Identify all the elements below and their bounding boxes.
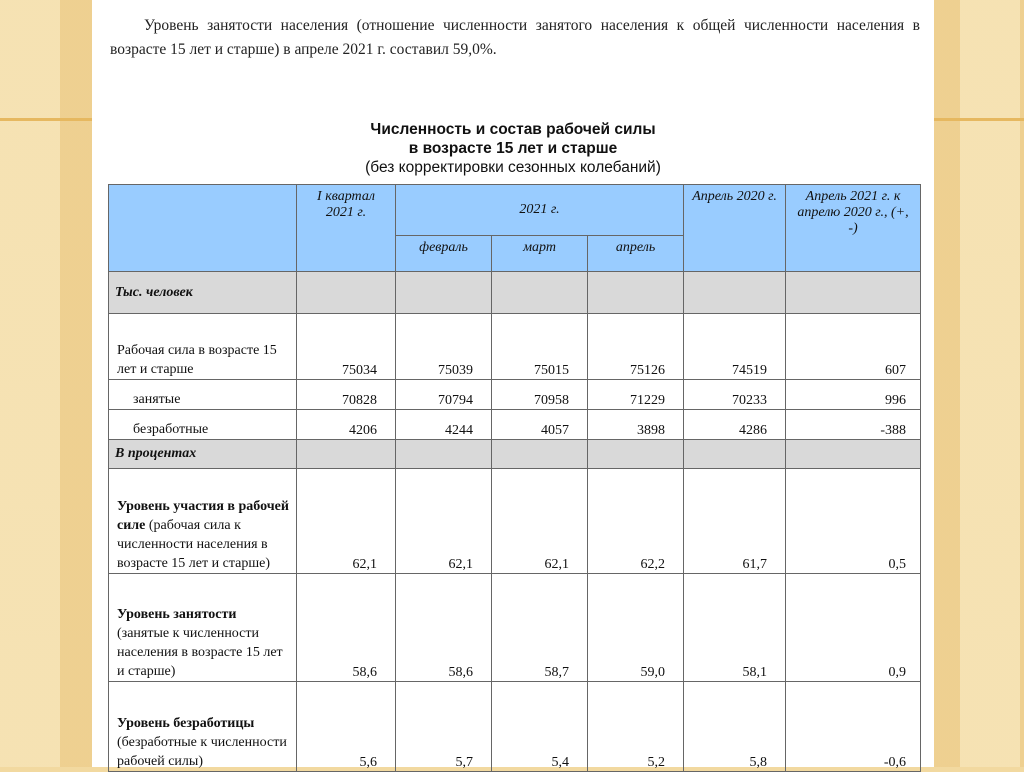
cell: 75034 bbox=[297, 314, 396, 380]
cell: 59,0 bbox=[588, 574, 684, 682]
cell: 3898 bbox=[588, 410, 684, 440]
cell: -388 bbox=[786, 410, 921, 440]
cell: -0,6 bbox=[786, 682, 921, 772]
cell: 61,7 bbox=[684, 469, 786, 574]
header-apr: апрель bbox=[588, 236, 684, 272]
row-label-labor-force: Рабочая сила в возрасте 15 лет и старше bbox=[109, 314, 297, 380]
cell: 5,8 bbox=[684, 682, 786, 772]
cell: 5,4 bbox=[492, 682, 588, 772]
cell: 62,1 bbox=[297, 469, 396, 574]
cell: 5,6 bbox=[297, 682, 396, 772]
cell: 5,2 bbox=[588, 682, 684, 772]
cell: 58,1 bbox=[684, 574, 786, 682]
row-label-unemployment-rate bbox=[109, 682, 297, 772]
row-label-employed: занятые bbox=[109, 380, 297, 410]
cell: 62,1 bbox=[396, 469, 492, 574]
row-label-bold: Уровень занятости bbox=[117, 607, 237, 622]
cell: 996 bbox=[786, 380, 921, 410]
cell: 75126 bbox=[588, 314, 684, 380]
header-2021: 2021 г. bbox=[396, 185, 684, 236]
row-label-rest: (рабочая сила к численности населения в возрасте 15 лет и старше) bbox=[117, 518, 270, 571]
labor-force-table bbox=[108, 184, 921, 772]
cell: 62,2 bbox=[588, 469, 684, 574]
title-line-3: (без корректировки сезонных колебаний) bbox=[365, 159, 661, 176]
table-row bbox=[109, 380, 921, 410]
header-diff: Апрель 2021 г. к апрелю 2020 г., (+, -) bbox=[786, 185, 921, 272]
cell: 5,7 bbox=[396, 682, 492, 772]
header-corner bbox=[109, 185, 297, 272]
row-label-bold: Уровень участия в рабочей силе bbox=[117, 499, 289, 533]
header-feb: февраль bbox=[396, 236, 492, 272]
table-title bbox=[92, 120, 934, 177]
document-page bbox=[92, 0, 934, 770]
cell: 4206 bbox=[297, 410, 396, 440]
row-label-rest: (занятые к численности населения в возрасте 15 лет и старше) bbox=[117, 626, 283, 679]
intro-paragraph bbox=[110, 14, 920, 62]
cell: 70794 bbox=[396, 380, 492, 410]
cell: 75015 bbox=[492, 314, 588, 380]
section-row-percent bbox=[109, 440, 921, 469]
header-apr-2020: Апрель 2020 г. bbox=[684, 185, 786, 272]
cell: 4057 bbox=[492, 410, 588, 440]
table-row bbox=[109, 469, 921, 574]
cell: 70828 bbox=[297, 380, 396, 410]
title-line-2: в возрасте 15 лет и старше bbox=[408, 140, 618, 157]
row-label-rest: (безработные к численности рабочей силы) bbox=[117, 735, 287, 769]
table-row bbox=[109, 682, 921, 772]
cell: 70958 bbox=[492, 380, 588, 410]
row-label-bold: Уровень безработицы bbox=[117, 716, 255, 731]
row-label-unemployed: безработные bbox=[109, 410, 297, 440]
cell: 58,6 bbox=[297, 574, 396, 682]
cell: 4286 bbox=[684, 410, 786, 440]
cell: 75039 bbox=[396, 314, 492, 380]
section-label-percent: В процентах bbox=[109, 440, 297, 469]
cell: 0,5 bbox=[786, 469, 921, 574]
cell: 74519 bbox=[684, 314, 786, 380]
row-label-employment-rate bbox=[109, 574, 297, 682]
cell: 607 bbox=[786, 314, 921, 380]
cell: 0,9 bbox=[786, 574, 921, 682]
cell: 71229 bbox=[588, 380, 684, 410]
header-q1: I квартал 2021 г. bbox=[297, 185, 396, 272]
header-mar: март bbox=[492, 236, 588, 272]
section-row-thousands bbox=[109, 272, 921, 314]
cell: 4244 bbox=[396, 410, 492, 440]
cell: 58,7 bbox=[492, 574, 588, 682]
section-label-thousands: Тыс. человек bbox=[109, 272, 297, 314]
table-row bbox=[109, 410, 921, 440]
intro-text: Уровень занятости населения (отношение численности занятого населения к общей численности населения в возрасте 15 лет и старше) в апреле 2021 г. составил 59,0%. bbox=[110, 17, 920, 58]
row-label-participation bbox=[109, 469, 297, 574]
cell: 70233 bbox=[684, 380, 786, 410]
table-row bbox=[109, 314, 921, 380]
table-row bbox=[109, 574, 921, 682]
cell: 58,6 bbox=[396, 574, 492, 682]
title-line-1: Численность и состав рабочей силы bbox=[370, 121, 656, 138]
header-row-1 bbox=[109, 185, 921, 236]
cell: 62,1 bbox=[492, 469, 588, 574]
